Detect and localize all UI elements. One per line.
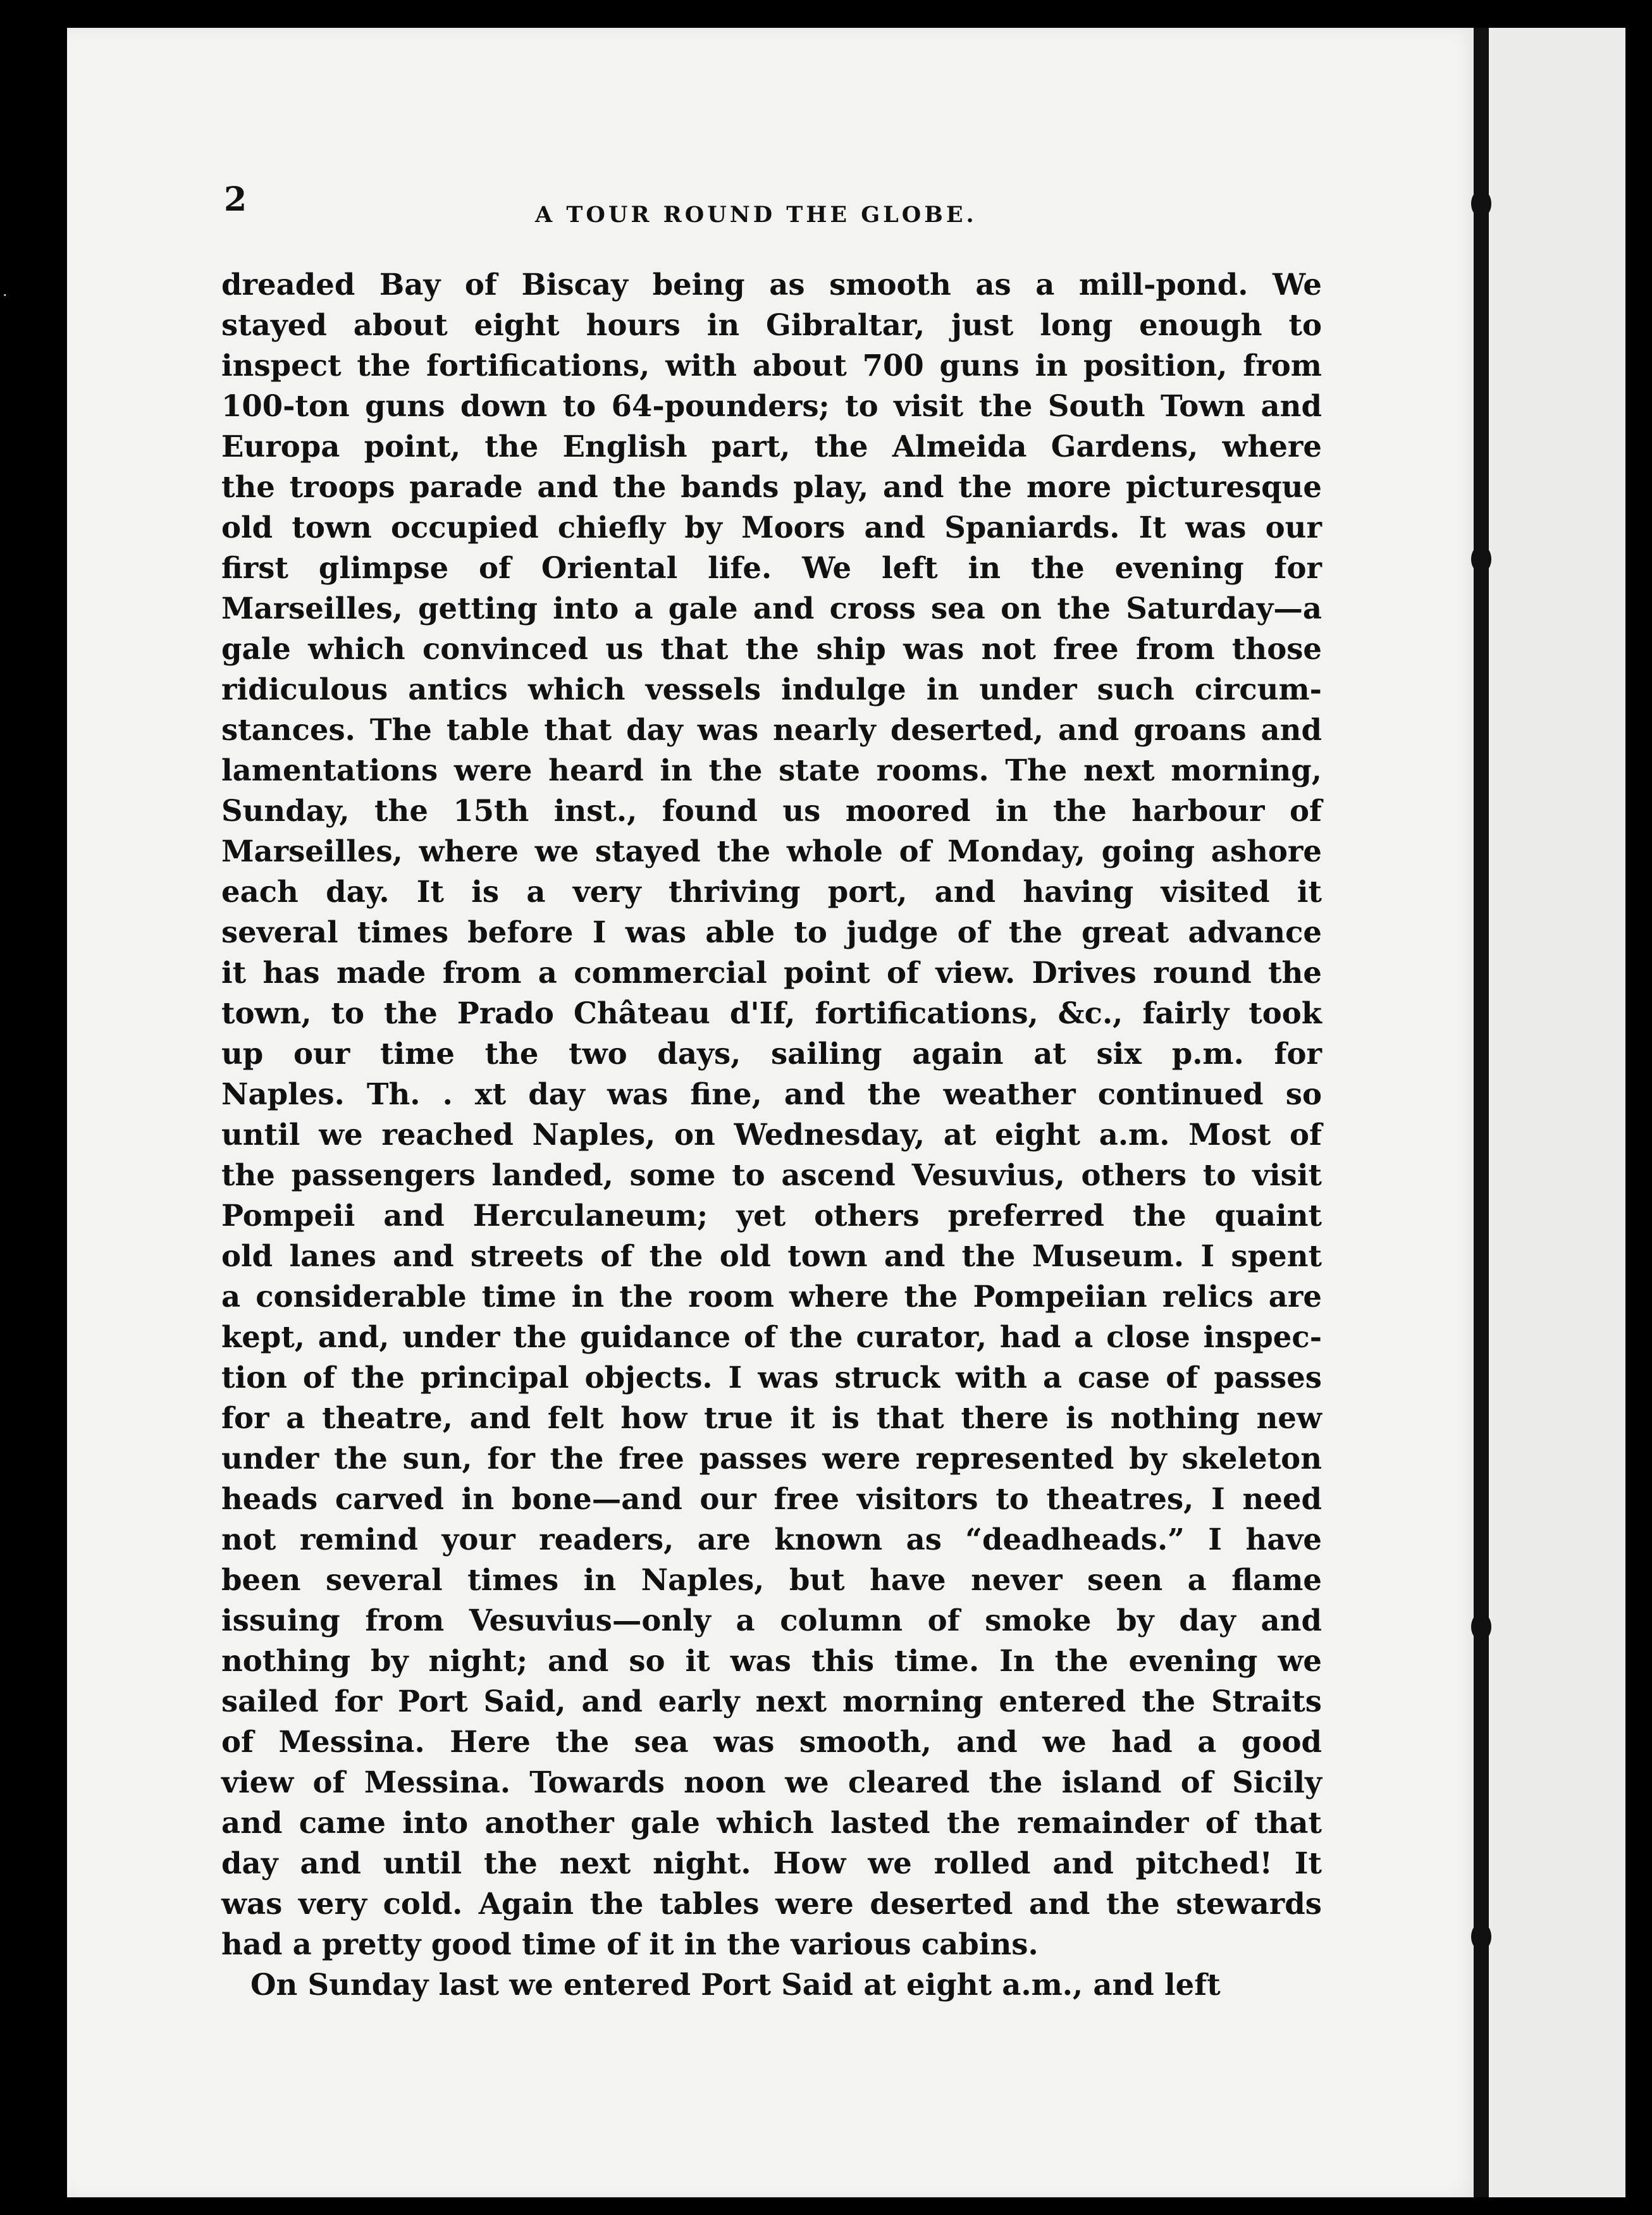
spine-marker [1471,1613,1491,1641]
text-line: sailed for Port Said, and early next morning entered the Straits [221,1684,1322,1718]
text-line: Pompeii and Herculaneum; yet others preferred the quaint [221,1198,1322,1233]
text-line: first glimpse of Oriental life. We left in the evening for [221,550,1322,585]
text-line: ridiculous antics which vessels indulge in under such circum- [221,672,1322,706]
text-line: up our time the two days, sailing again at six p.m. for [221,1036,1322,1071]
text-line: issuing from Vesuvius—only a column of smoke by day and [221,1603,1322,1638]
text-line: heads carved in bone—and our free visitors to theatres, I need [221,1481,1322,1516]
text-line: several times before I was able to judge of the great advance [221,915,1322,949]
spine-marker [1471,545,1491,573]
text-line: a considerable time in the room where the Pompeiian relics are [221,1279,1322,1314]
text-line: old lanes and streets of the old town and the Museum. I spent [221,1238,1322,1273]
text-line: under the sun, for the free passes were represented by skeleton [221,1441,1322,1476]
text-line: old town occupied chiefly by Moors and Spaniards. It was our [221,510,1322,545]
text-line: Marseilles, getting into a gale and cross sea on the Saturday—a [221,591,1322,626]
text-line: was very cold. Again the tables were deserted and the stewards [221,1886,1322,1921]
text-line: not remind your readers, are known as “deadheads.” I have [221,1522,1322,1557]
text-line: been several times in Naples, but have never seen a flame [221,1562,1322,1597]
text-line: it has made from a commercial point of view. Drives round the [221,955,1322,990]
text-line: kept, and, under the guidance of the curator, had a close inspec- [221,1319,1322,1354]
text-line: gale which convinced us that the ship was not free from those [221,631,1322,666]
text-line: Naples. Th. . xt day was fine, and the weather continued so [221,1077,1322,1111]
scan-speck: · [3,287,8,304]
text-line: the troops parade and the bands play, and the more picturesque [221,469,1322,504]
text-line: lamentations were heard in the state rooms. The next morning, [221,753,1322,787]
text-line: nothing by night; and so it was this time. In the evening we [221,1643,1322,1678]
text-line: for a theatre, and felt how true it is that there is nothing new [221,1400,1322,1435]
text-line: day and until the next night. How we rolled and pitched! It [221,1846,1322,1880]
text-line: view of Messina. Towards noon we cleared the island of Sicily [221,1765,1322,1799]
text-line: until we reached Naples, on Wednesday, at eight a.m. Most of [221,1117,1322,1152]
text-line: Marseilles, where we stayed the whole of Monday, going ashore [221,834,1322,868]
text-line: Europa point, the English part, the Almeida Gardens, where [221,429,1322,464]
text-line: inspect the fortifications, with about 700 guns in position, from [221,348,1322,383]
text-line: had a pretty good time of it in the various cabins. [221,1927,1039,1961]
text-line: 100-ton guns down to 64-pounders; to visit the South Town and [221,388,1322,423]
page-number: 2 [224,180,247,219]
running-head: A TOUR ROUND THE GLOBE. [535,202,977,228]
text-line: stayed about eight hours in Gibraltar, just long enough to [221,307,1322,342]
text-line: of Messina. Here the sea was smooth, and we had a good [221,1724,1322,1759]
text-line: each day. It is a very thriving port, and having visited it [221,874,1322,909]
text-line: tion of the principal objects. I was struck with a case of passes [221,1360,1322,1395]
text-line: stances. The table that day was nearly deserted, and groans and [221,712,1322,747]
book-spine-shadow [1474,28,1489,2197]
text-line: the passengers landed, some to ascend Vesuvius, others to visit [221,1157,1322,1192]
text-line: dreaded Bay of Biscay being as smooth as a mill-pond. We [221,267,1322,302]
spine-marker [1471,190,1491,218]
text-line: town, to the Prado Château d'If, fortifications, &c., fairly took [221,996,1322,1030]
facing-page-edge [1477,28,1625,2197]
body-text [221,264,1322,2005]
spine-marker [1471,1923,1491,1951]
text-line: On Sunday last we entered Port Said at eight a.m., and left [250,1967,1221,2002]
text-line: Sunday, the 15th inst., found us moored in the harbour of [221,793,1322,828]
text-line: and came into another gale which lasted the remainder of that [221,1805,1322,1840]
